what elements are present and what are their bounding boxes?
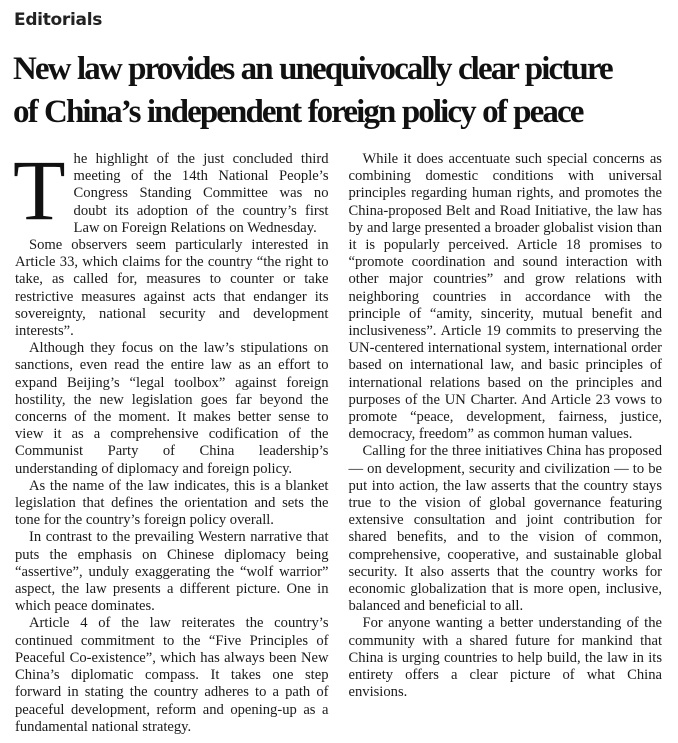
article-paragraph: Some observers seem particularly interested in Article 33, which claims for the country “the right to take, as called for, measures to counter or take restrictive measures against acts that endanger its sovereignty, national security and development interests”. — [15, 237, 329, 340]
article-paragraph — [13, 142, 329, 238]
article-paragraph: For anyone wanting a better understanding of the community with a shared future for mankind that China is urging countries to help build, the law in its entirety offers a clear picture of what China envisions. — [348, 615, 662, 701]
paragraph-text: he highlight of the just concluded third meeting of the 14th National People’s Congress Standing Committee was no doubt its adoption of the country’s first Law on Foreign Relations on Wednesday. — [73, 151, 329, 236]
drop-cap: T — [13, 142, 66, 238]
article-body — [13, 142, 662, 736]
headline-line-2: of China’s independent foreign policy of peace — [13, 94, 583, 130]
article-paragraph: Although they focus on the law’s stipulations on sanctions, even read the entire law as an effort to expand Beijing’s “legal toolbox” against foreign hostility, the new legislation goes far beyond the concerns of the moment. It makes better sense to view it as a comprehensive codification of the Communist Party of China leadership’s understanding of diplomacy and foreign policy. — [15, 340, 329, 477]
article-paragraph: As the name of the law indicates, this is a blanket legislation that defines the orientation and sets the tone for the country’s foreign policy overall. — [15, 477, 329, 529]
headline — [13, 48, 663, 134]
article-paragraph: In contrast to the prevailing Western narrative that puts the emphasis on Chinese diplomacy being “assertive”, unduly exaggerating the “wolf warrior” aspect, the law presents a different picture. One in which peace dominates. — [15, 529, 329, 615]
section-label: Editorials — [14, 10, 103, 30]
headline-line-1: New law provides an unequivocally clear picture — [13, 51, 612, 87]
article-paragraph: Calling for the three initiatives China has proposed — on development, security and civilization — to be put into action, the law asserts that the country stays true to the vision of global governance featuring extensive consultation and joint contribution for shared benefits, and to the vision of common, comprehensive, cooperative, and sustainable global security. It also asserts that the country works for economic globalization that is more open, inclusive, balanced and beneficial to all. — [348, 443, 662, 615]
article-paragraph: While it does accentuate such special concerns as combining domestic conditions with universal principles regarding human rights, and promotes the China-proposed Belt and Road Initiative, the law has by and large presented a broader globalist vision than it is popularly perceived. Article 18 promises to “promote coordination and sound interaction with other major countries” and grow relations with neighboring countries in accordance with the principle of “amity, sincerity, mutual benefit and inclusiveness”. Article 19 commits to preserving the UN-centered international system, international order based on international law, and basic principles of international relations based on the principles and purposes of the UN Charter. And Article 23 vows to promote “peace, development, fairness, justice, democracy, freedom” as common human values. — [348, 151, 662, 443]
article-paragraph: Article 4 of the law reiterates the country’s continued commitment to the “Five Principles of Peaceful Co-existence”, which has always been New China’s diplomatic compass. It takes one step forward in stating the country adheres to a path of peaceful development, reform and opening-up as a fundamental national strategy. — [15, 615, 329, 735]
